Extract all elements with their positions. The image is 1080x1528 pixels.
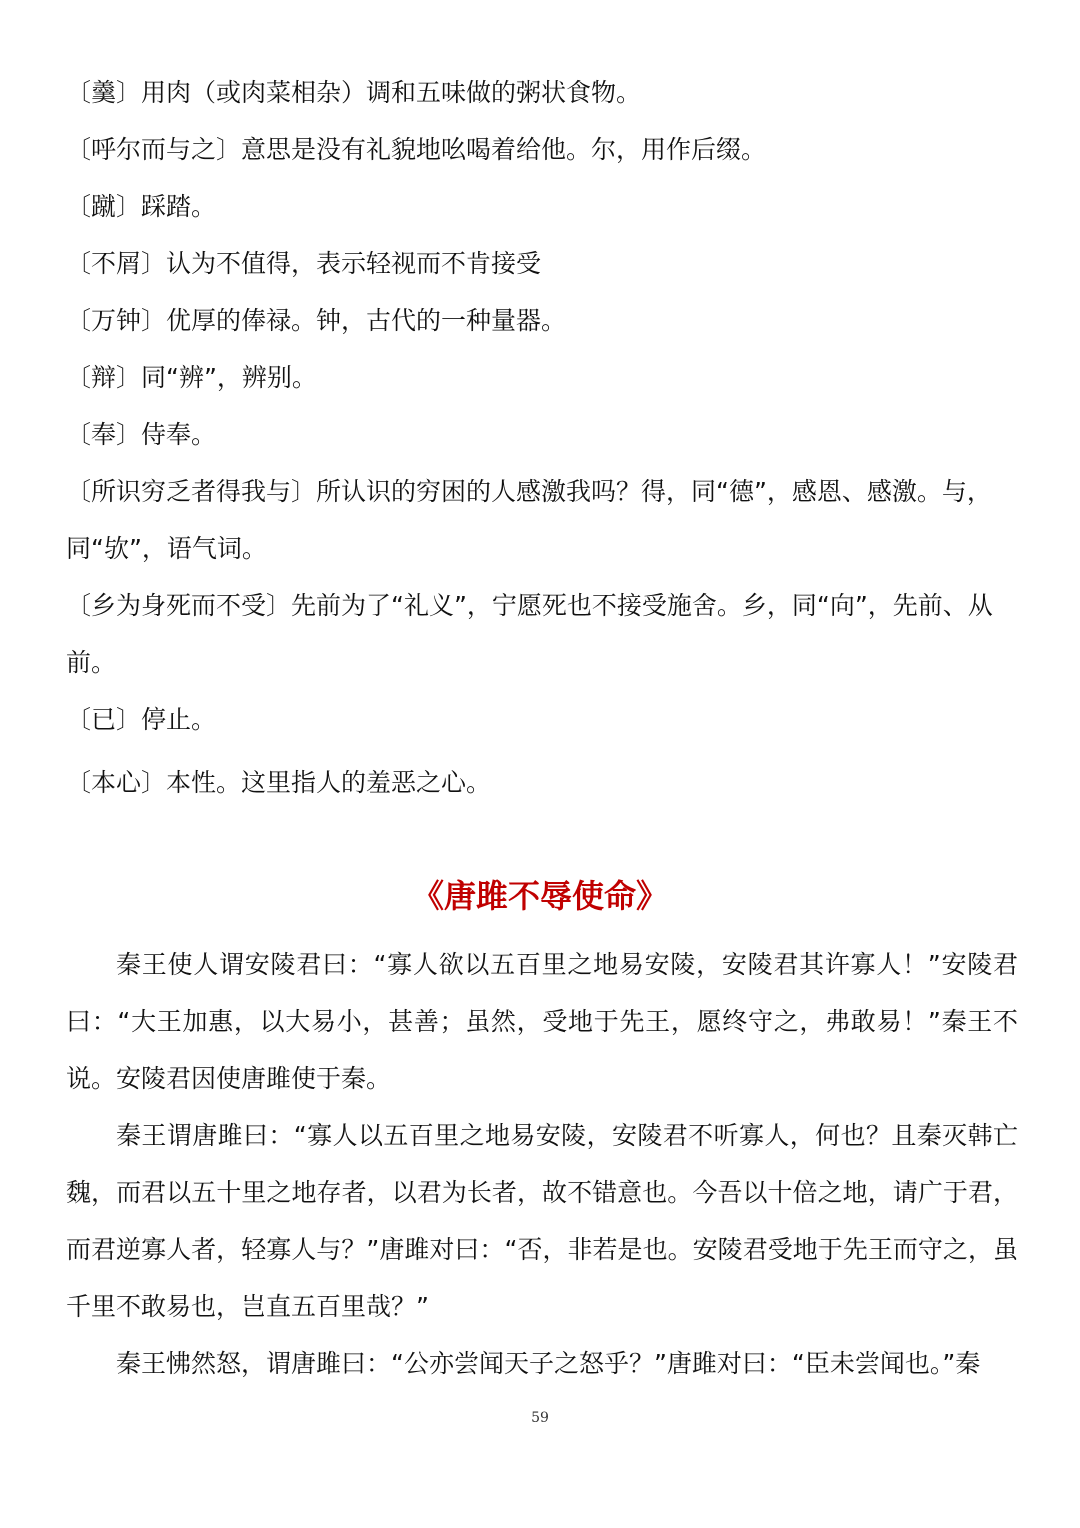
annotation-item: 〔已〕停止。 [66, 705, 217, 734]
annotation-item: 〔乡为身死而不受〕先前为了“礼义”，宁愿死也不接受施舍。乡，同“向”，先前、从前。 [66, 591, 993, 677]
page-number: 59 [531, 1410, 549, 1426]
annotation-list [66, 64, 1016, 811]
annotation-item: 〔奉〕侍奉。 [66, 420, 217, 449]
article-paragraph: 秦王怫然怒，谓唐雎曰：“公亦尝闻天子之怒乎？”唐雎对曰：“臣未尝闻也。”秦 [116, 1349, 981, 1378]
article-paragraph: 秦王使人谓安陵君曰：“寡人欲以五百里之地易安陵，安陵君其许寡人！”安陵君曰：“大王加惠，以大易小，甚善；虽然，受地于先王，愿终守之，弗敢易！”秦王不说。安陵君因使唐雎使于秦。 [66, 950, 1018, 1093]
annotation-item: 〔羹〕用肉（或肉菜相杂）调和五味做的粥状食物。 [66, 78, 642, 107]
annotation-item: 〔呼尔而与之〕意思是没有礼貌地吆喝着给他。尔，用作后缀。 [66, 135, 767, 164]
annotation-item: 〔万钟〕优厚的俸禄。钟，古代的一种量器。 [66, 306, 567, 335]
annotation-item: 〔所识穷乏者得我与〕所认识的穷困的人感激我吗？得，同“德”，感恩、感激。与，同“欤”，语气词。 [66, 477, 992, 563]
annotation-item: 〔蹴〕踩踏。 [66, 192, 217, 221]
article-title: 《唐雎不辱使命》 [411, 877, 668, 915]
annotation-item: 〔辩〕同“辨”，辨别。 [66, 363, 317, 392]
article-body [66, 936, 1018, 1392]
article-paragraph: 秦王谓唐雎曰：“寡人以五百里之地易安陵，安陵君不听寡人，何也？且秦灭韩亡魏，而君以五十里之地存者，以君为长者，故不错意也。今吾以十倍之地，请广于君，而君逆寡人者，轻寡人与？”唐雎对曰：“否，非若是也。安陵君受地于先王而守之，虽千里不敢易也，岂直五百里哉？” [66, 1121, 1018, 1321]
annotation-item: 〔不屑〕认为不值得，表示轻视而不肯接受 [66, 249, 542, 278]
annotation-item: 〔本心〕本性。这里指人的羞恶之心。 [66, 768, 492, 797]
